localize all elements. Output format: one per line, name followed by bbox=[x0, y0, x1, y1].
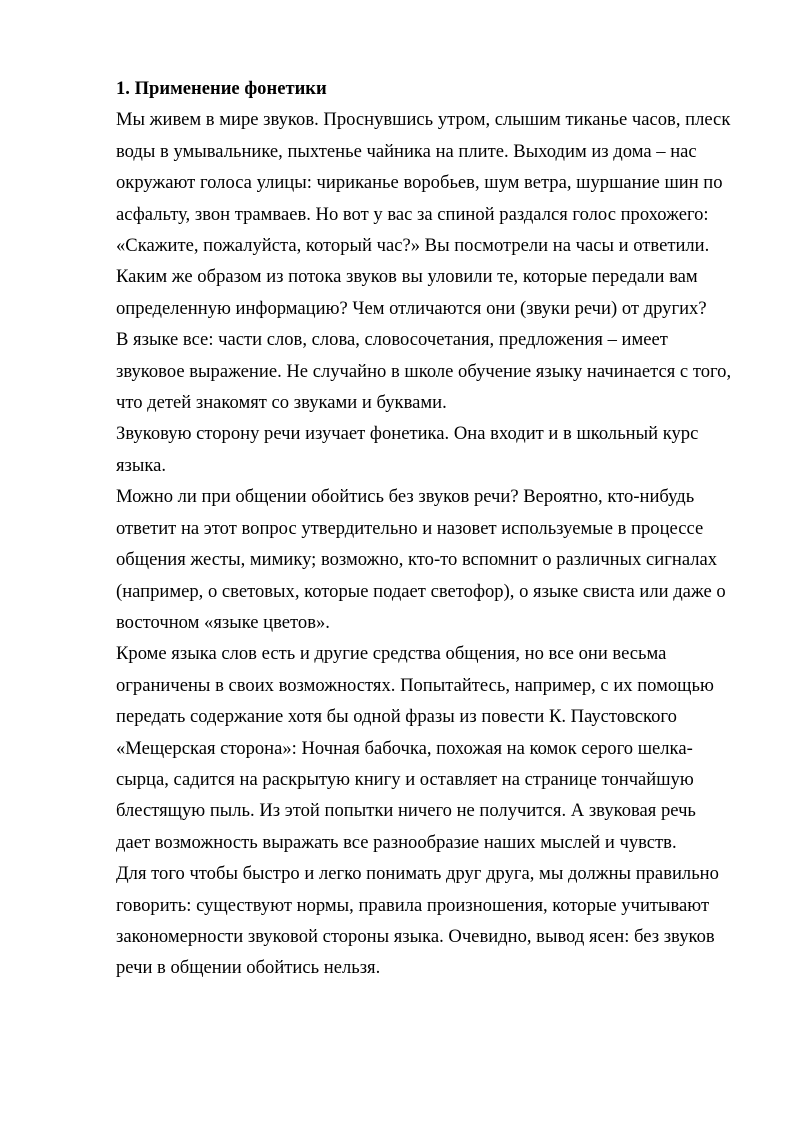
text-line: что детей знакомят со звуками и буквами. bbox=[116, 392, 447, 414]
text-line: Для того чтобы быстро и легко понимать друг друга, мы должны правильно bbox=[116, 863, 719, 885]
text-line: Каким же образом из потока звуков вы уловили те, которые передали вам bbox=[116, 266, 698, 288]
text-line: окружают голоса улицы: чириканье воробьев, шум ветра, шуршание шин по bbox=[116, 172, 723, 194]
text-line: ответит на этот вопрос утвердительно и назовет используемые в процессе bbox=[116, 517, 704, 539]
text-line: дает возможность выражать все разнообразие наших мыслей и чувств. bbox=[116, 831, 677, 853]
text-line: определенную информацию? Чем отличаются они (звуки речи) от других? bbox=[116, 297, 707, 319]
text-line: «Скажите, пожалуйста, который час?» Вы посмотрели на часы и ответили. bbox=[116, 235, 710, 257]
text-line: языка. bbox=[116, 454, 167, 476]
text-line: В языке все: части слов, слова, словосочетания, предложения – имеет bbox=[116, 329, 668, 351]
text-line: Можно ли при общении обойтись без звуков речи? Вероятно, кто-нибудь bbox=[116, 486, 695, 508]
text-line: Мы живем в мире звуков. Проснувшись утром, слышим тиканье часов, плеск bbox=[116, 109, 731, 131]
text-line: закономерности звуковой стороны языка. Очевидно, вывод ясен: без звуков bbox=[116, 925, 715, 947]
text-line: (например, о световых, которые подает светофор), о языке свиста или даже о bbox=[116, 580, 726, 602]
text-line: сырца, садится на раскрытую книгу и оставляет на странице тончайшую bbox=[116, 768, 694, 790]
text-line: воды в умывальнике, пыхтенье чайника на плите. Выходим из дома – нас bbox=[116, 140, 697, 162]
text-line: Звуковую сторону речи изучает фонетика. Она входит и в школьный курс bbox=[116, 423, 699, 445]
text-line: «Мещерская сторона»: Ночная бабочка, похожая на комок серого шелка- bbox=[116, 737, 693, 759]
text-line: блестящую пыль. Из этой попытки ничего не получится. А звуковая речь bbox=[116, 800, 696, 822]
text-line: говорить: существуют нормы, правила произношения, которые учитывают bbox=[116, 894, 710, 916]
text-line: звуковое выражение. Не случайно в школе обучение языку начинается с того, bbox=[116, 360, 732, 382]
text-line: асфальту, звон трамваев. Но вот у вас за спиной раздался голос прохожего: bbox=[116, 203, 709, 225]
section-heading: 1. Применение фонетики bbox=[116, 78, 327, 99]
document-body bbox=[116, 73, 756, 984]
text-line: передать содержание хотя бы одной фразы из повести К. Паустовского bbox=[116, 706, 677, 728]
text-line: Кроме языка слов есть и другие средства общения, но все они весьма bbox=[116, 643, 667, 665]
text-line: ограничены в своих возможностях. Попытайтесь, например, с их помощью bbox=[116, 674, 714, 696]
text-line: речи в общении обойтись нельзя. bbox=[116, 957, 381, 979]
text-line: общения жесты, мимику; возможно, кто-то вспомнит о различных сигналах bbox=[116, 549, 718, 571]
text-line: восточном «языке цветов». bbox=[116, 611, 330, 633]
